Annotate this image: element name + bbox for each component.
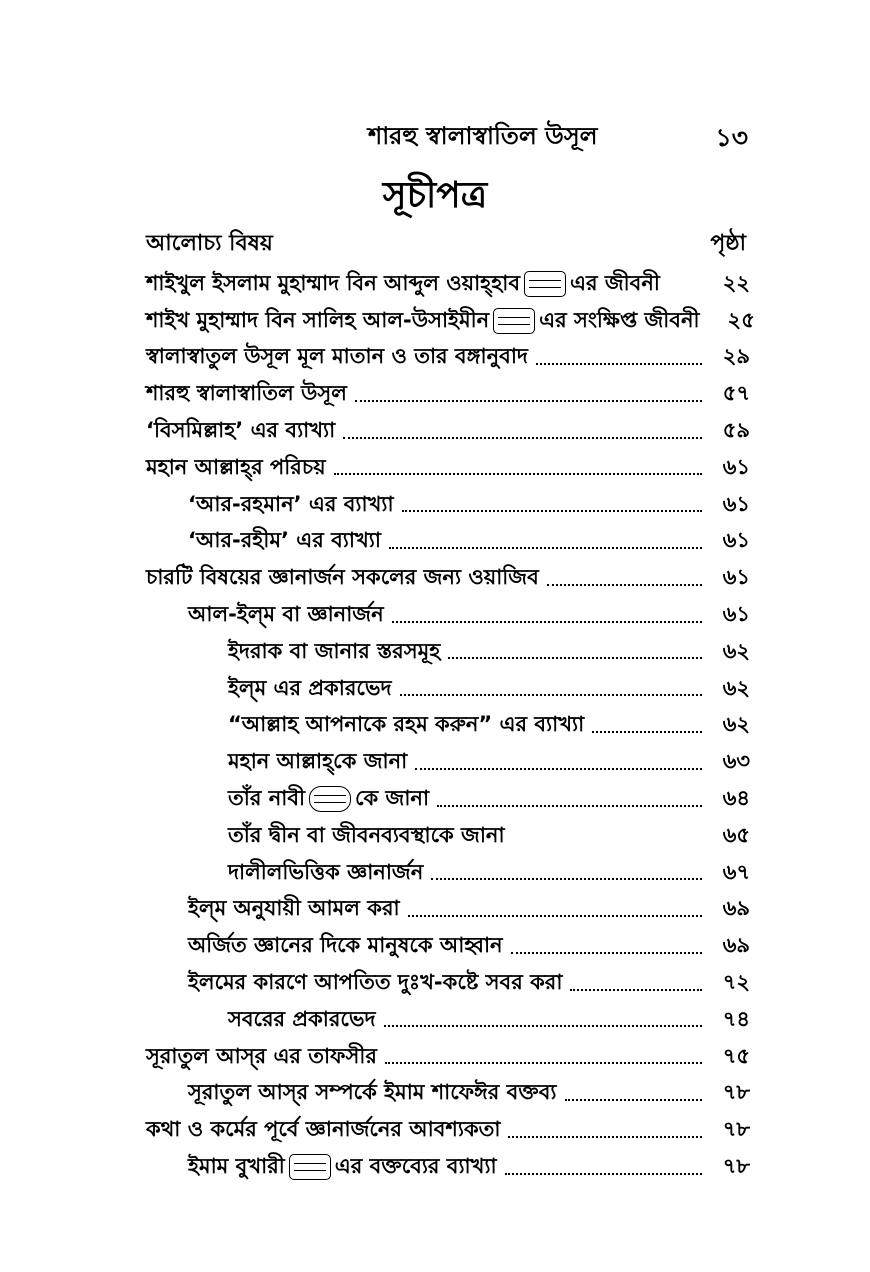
toc-column-headers bbox=[146, 226, 746, 262]
toc-entry[interactable] bbox=[146, 671, 750, 708]
toc-entry-title: ইলমের কারণে আপতিত দুঃখ-কষ্টে সবর করা bbox=[188, 970, 563, 995]
toc-entry-page: ৬২ bbox=[722, 675, 750, 700]
dot-leader bbox=[415, 768, 702, 770]
toc-entry-title: ‘আর-রহীম’ এর ব্যাখ্যা bbox=[188, 528, 381, 553]
honorific-seal-icon bbox=[493, 308, 535, 334]
toc-entry[interactable] bbox=[146, 1149, 750, 1186]
toc-entry-page: ২২ bbox=[722, 270, 750, 295]
toc-entry-page: ৬৯ bbox=[722, 933, 750, 958]
toc-entry-page: ৭৮ bbox=[722, 1117, 750, 1142]
dot-leader bbox=[385, 1062, 702, 1064]
honorific-seal-icon bbox=[289, 1154, 331, 1180]
running-title: শারহু স্বালাস্বাতিল উসূল bbox=[368, 122, 598, 150]
toc-entry-title: “আল্লাহ আপনাকে রহম করুন” এর ব্যাখ্যা bbox=[228, 712, 585, 737]
toc-entry-title: অর্জিত জ্ঞানের দিকে মানুষকে আহ্বান bbox=[188, 933, 503, 958]
toc-entry-page: ৬৯ bbox=[722, 896, 750, 921]
dot-leader bbox=[355, 400, 702, 402]
toc-entry-page: ৬১ bbox=[722, 454, 750, 479]
toc-entry-page: ৭২ bbox=[722, 970, 750, 995]
toc-entry[interactable] bbox=[146, 1076, 750, 1113]
dot-leader bbox=[437, 805, 702, 807]
toc-entry[interactable] bbox=[146, 266, 750, 303]
toc-entry-page: ৬৫ bbox=[722, 822, 750, 847]
toc-entry-title: মহান আল্লাহ্‌কে জানা bbox=[228, 749, 408, 774]
toc-entry-page: ৭৮ bbox=[722, 1080, 750, 1105]
toc-entry[interactable] bbox=[146, 376, 750, 413]
dot-leader bbox=[408, 915, 702, 917]
toc-entry-title: কথা ও কর্মের পূর্বে জ্ঞানার্জনের আবশ্যকতা bbox=[146, 1117, 501, 1142]
toc-entry-title: মহান আল্লাহ্‌র পরিচয় bbox=[146, 454, 326, 479]
toc-entry[interactable] bbox=[146, 1039, 750, 1076]
toc-entry[interactable] bbox=[146, 708, 750, 745]
toc-entry-page: ৬১ bbox=[722, 528, 750, 553]
toc-entry[interactable] bbox=[146, 450, 750, 487]
toc-entry-page: ২৫ bbox=[727, 307, 755, 332]
toc-entry-title: শারহু স্বালাস্বাতিল উসূল bbox=[146, 381, 347, 406]
toc-entry-page: ৬১ bbox=[722, 602, 750, 627]
toc-entry-title: শাইখ মুহাম্মাদ বিন সালিহ আল-উসাইমীন এর সংক্ষিপ্ত জীবনী bbox=[146, 307, 700, 332]
toc-entry[interactable] bbox=[146, 965, 750, 1002]
toc-entry[interactable] bbox=[146, 560, 750, 597]
toc-entry[interactable] bbox=[146, 928, 750, 965]
toc-entry[interactable] bbox=[146, 1112, 750, 1149]
toc-entry-page: ৬১ bbox=[722, 491, 750, 516]
page-number: ১৩ bbox=[715, 123, 748, 152]
toc-entry[interactable] bbox=[146, 340, 750, 377]
dot-leader bbox=[448, 657, 702, 659]
toc-entry-page: ৬২ bbox=[722, 712, 750, 737]
toc-entry-title: সূরাতুল আস্‌র সম্পর্কে ইমাম শাফেঈর বক্তব্য bbox=[188, 1080, 557, 1105]
toc-entry[interactable] bbox=[146, 487, 750, 524]
toc-entry-title: ইদরাক বা জানার স্তরসমূহ bbox=[228, 638, 441, 663]
dot-leader bbox=[402, 510, 702, 512]
toc-entry-page: ৬১ bbox=[722, 565, 750, 590]
dot-leader bbox=[547, 584, 702, 586]
toc-entry-title: শাইখুল ইসলাম মুহাম্মাদ বিন আব্দুল ওয়াহ্হাব এর জীবনী bbox=[146, 270, 660, 295]
toc-list bbox=[146, 266, 755, 1186]
toc-entry[interactable] bbox=[146, 818, 750, 855]
dot-leader bbox=[505, 1173, 702, 1175]
toc-entry[interactable] bbox=[146, 855, 750, 892]
dot-leader bbox=[570, 989, 702, 991]
dot-leader bbox=[592, 731, 702, 733]
dot-leader bbox=[565, 1099, 703, 1101]
dot-leader bbox=[384, 1025, 702, 1027]
dot-leader bbox=[511, 952, 702, 954]
toc-entry-title: আল-ইল্‌ম বা জ্ঞানার্জন bbox=[188, 602, 384, 627]
toc-entry[interactable] bbox=[146, 303, 755, 340]
column-header-subject: আলোচ্য বিষয় bbox=[146, 231, 273, 256]
toc-entry-title: স্বালাস্বাতুল উসূল মূল মাতান ও তার বঙ্গানুবাদ bbox=[146, 344, 528, 369]
toc-entry-title: তাঁর দ্বীন বা জীবনব্যবস্থাকে জানা bbox=[228, 822, 505, 847]
dot-leader bbox=[536, 363, 702, 365]
dot-leader bbox=[334, 473, 702, 475]
toc-entry-title: ‘বিসমিল্লাহ’ এর ব্যাখ্যা bbox=[146, 418, 336, 443]
toc-entry-title: সূরাতুল আস্‌র এর তাফসীর bbox=[146, 1043, 377, 1068]
toc-entry[interactable] bbox=[146, 781, 750, 818]
toc-entry-title: ইমাম বুখারী এর বক্তব্যের ব্যাখ্যা bbox=[188, 1154, 497, 1179]
toc-entry[interactable] bbox=[146, 597, 750, 634]
dot-leader bbox=[343, 437, 702, 439]
toc-entry-page: ২৯ bbox=[722, 344, 750, 369]
toc-entry[interactable] bbox=[146, 892, 750, 929]
dot-leader bbox=[508, 1136, 702, 1138]
column-header-page: পৃষ্ঠা bbox=[710, 231, 746, 256]
toc-entry-title: ইল্‌ম এর প্রকারভেদ bbox=[228, 675, 392, 700]
toc-entry[interactable] bbox=[146, 413, 750, 450]
toc-entry-page: ৬৭ bbox=[722, 859, 750, 884]
toc-entry[interactable] bbox=[146, 634, 750, 671]
dot-leader bbox=[431, 878, 702, 880]
toc-entry-title: সবরের প্রকারভেদ bbox=[228, 1006, 376, 1031]
toc-entry-title: দালীলভিত্তিক জ্ঞানার্জন bbox=[228, 859, 424, 884]
toc-entry[interactable] bbox=[146, 524, 750, 561]
toc-entry-page: ৬৩ bbox=[722, 749, 750, 774]
toc-entry-page: ৭৮ bbox=[722, 1154, 750, 1179]
dot-leader bbox=[389, 547, 702, 549]
toc-entry[interactable] bbox=[146, 744, 750, 781]
toc-entry-page: ৭৫ bbox=[722, 1043, 750, 1068]
toc-entry-title: চারটি বিষয়ের জ্ঞানার্জন সকলের জন্য ওয়াজিব bbox=[146, 565, 539, 590]
toc-entry-page: ৬২ bbox=[722, 638, 750, 663]
honorific-seal-icon bbox=[309, 786, 351, 812]
toc-title: সূচীপত্র bbox=[382, 175, 488, 216]
toc-entry-title: ‘আর-রহমান’ এর ব্যাখ্যা bbox=[188, 491, 394, 516]
toc-entry-page: ৫৭ bbox=[722, 381, 750, 406]
dot-leader bbox=[392, 621, 702, 623]
running-header bbox=[0, 118, 870, 158]
toc-entry-title: ইল্‌ম অনুযায়ী আমল করা bbox=[188, 896, 400, 921]
honorific-seal-icon bbox=[524, 271, 566, 297]
toc-entry-title: তাঁর নাবী কে জানা bbox=[228, 786, 430, 811]
toc-entry[interactable] bbox=[146, 1002, 750, 1039]
toc-entry-page: ৬৪ bbox=[722, 786, 750, 811]
toc-entry-page: ৫৯ bbox=[722, 418, 750, 443]
toc-entry-page: ৭৪ bbox=[722, 1006, 750, 1031]
dot-leader bbox=[400, 694, 702, 696]
